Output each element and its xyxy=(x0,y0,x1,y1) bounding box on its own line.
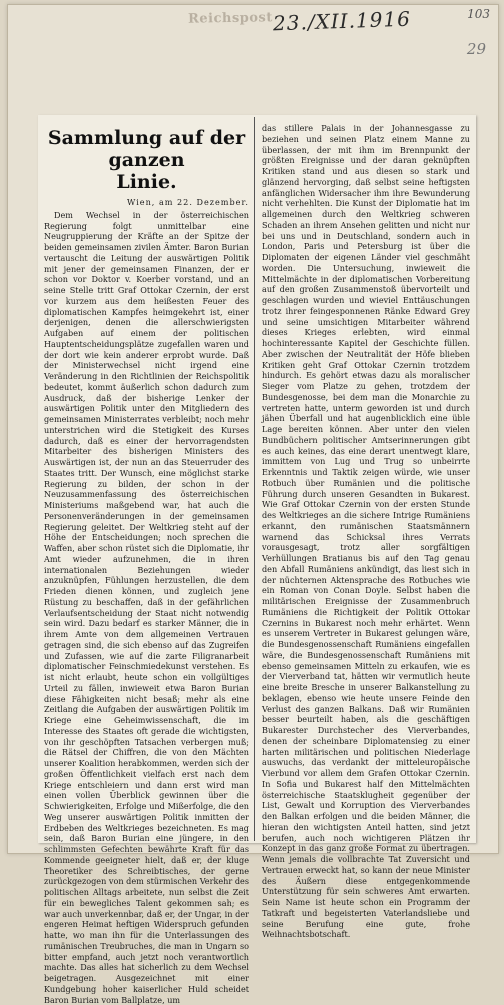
article-body-right: das stillere Palais in der Johannesgasse zu beziehen und seinen Platz einem Manne zu überlassen, der mit ihm im Brennpunkt der größten Ereignisse und der daran geknüpften Kritiken stand und aus diesen so stark und glänzend hervorging, daß selbst seine heftigsten anfänglichen Widersacher ihm ihre Bewunderung nicht verhehlten. Die Kunst der Diplomatie hat im allgemeinen durch den Weltkrieg schweren Schaden an ihrem Ansehen gelitten und nicht nur bei uns und in Deutschland, sondern auch in London, Paris und Petersburg ist über die Diplomaten der eigenen Länder viel geschmäht worden. Die Untersuchung, inwieweit die Mittelmächte in der diplomatischen Vorbereitung auf den großen Zusammenstoß übervorteilt und geschlagen wurden und wieviel Enttäuschungen trotz ihrer feingesponnenen Ränke Edward Grey und seine umsichtigen Mitarbeiter während dieses Krieges erlebten, wird einmal hochinteressante Kapitel der Geschichte füllen. Aber zwischen der Neutralität der Höfe blieben Kritiken geht Graf Ottokar Czernin trotzdem hindurch. Es gehört etwas dazu als moralischer Sieger vom Platze zu gehen, trotzdem der Bundesgenosse, bei dem man die Monarchie zu vertreten hatte, unterm geworden ist und durch jähen Überfall und hat augenblicklich eine üble Lage bereiten können. Aber unter den vielen Bundbüchern politischer Amtserinnerungen gibt es auch keines, das eine derart unentwegt klare, immittem von Lug und Trug so unbeirrte Erkenntnis und Taktik zeigen würde, wie unser Rotbuch über Rumänien und die politische Führung durch unseren Gesandten in Bukarest. Wie Graf Ottokar Czernin von der ersten Stunde des Weltkrieges an die sichere Intrige Rumäniens erkannt, den rumänischen Staatsmännern warnend das Schicksal ihres Verrats vorausgesagt, trotz aller sorgfältigen Verhüllungen Bratianus bis auf den Tag genau den Abfall Rumäniens ankündigt, das liest sich in der nüchternen Aktensprache des Rotbuches wie ein Roman von Conan Doyle. Selbst haben die militärischen Ereignisse der Zusammenbruch Rumäniens die Richtigkeit der Politik Ottokar Czernins in Bukarest noch mehr erhärtet. Wenn es unserem Vertreter in Bukarest gelungen wäre, die Bundesgenossenschaft Rumäniens eingefallen wäre, die Bundesgenossenschaft Rumäniens mit ebenso gemeinsamen Mitteln zu erkaufen, wie es der Vierverband tat, hätten wir vermutlich heute eine breite Bresche in unserer Balkanstellung zu beklagen, ebenso wie heute unsere Feinde den Verlust des ganzen Balkans. Daß wir Rumänien besser beurteilt haben, als die geschäftigen Bukarester Durchstecher des Vierverbandes, denen der scheinbare Diplomatensieg zu einer harten militärischen und politischen Niederlage auswuchs, das verdankt der mitteleuropäische Vierbund vor allem dem Grafen Ottokar Czernin. In Sofia und Bukarest half den Mittelmächten österreichische Staatsklugheit gegenüber der List, Gewalt und Korruption des Vierverbandes den Balkan erfolgen und die beiden Männer, die hieran den wichtigsten Anteil hatten, sind jetzt berufen, auch noch wichtigeren Plätzen ihr Konzept in das ganz große Format zu übertragen. Wenn jemals die vollbrachte Tat Zuversicht und Vertrauen erweckt hat, so kann der neue Minister des Äußern diese entgegenkommende Unterstützung für sein schweres Amt erwarten. Sein Name ist heute schon ein Programm der Tatkraft und begeisterten Vaterlandsliebe und seine Berufung eine gute, frohe Weihnachtsbotschaft. xyxy=(262,123,470,940)
newspaper-clipping xyxy=(38,115,476,1005)
column-divider xyxy=(254,117,255,841)
article-body-left: Dem Wechsel in der österreichischen Regierung folgt unmittelbar eine Neugruppierung der Kräfte an der Spitze der beiden gemeinsamen zivilen Ämter. Baron Burian vertauscht die Leitung der auswärtigen Politik mit jener der gemeinsamen Finanzen, der er schon vor Doktor v. Koerber vorstand, und an seine Stelle tritt Graf Ottokar Czernin, der erst vor kurzem aus dem heißesten Feuer des diplomatischen Kampfes heimgekehrt ist, einer derjenigen, denen die allerschwierigsten Aufgaben auf einem der politischen Hauptentscheidungsplätze zugefallen waren und der dort wie kein anderer erprobt wurde. Daß der Ministerwechsel nicht irgend eine Veränderung in den Richtlinien der Reichspolitik bedeutet, kommt äußerlich schon dadurch zum Ausdruck, daß der bisherige Lenker der auswärtigen Politik unter den Mitgliedern des gemeinsamen Ministerrates verbleibt; noch mehr unterstrichen wird die Stetigkeit des Kurses dadurch, daß es einer der hervorragendsten Mitarbeiter des bisherigen Ministers des Auswärtigen ist, der nun an das Steuerruder des Staates tritt. Der Wunsch, eine möglichst starke Regierung zu bilden, der schon in der Neuzusammenfassung des österreichischen Ministeriums maßgebend war, hat auch die Personenveränderungen in der gemeinsamen Regierung geleitet. Der Weltkrieg steht auf der Höhe der Entscheidungen; noch sprechen die Waffen, aber schon rüstet sich die Diplomatie, ihr Amt wieder aufzunehmen, die in ihren internationalen Beziehungen wieder anzuknüpfen, Fühlungen herzustellen, die dem Frieden dienen können, und zugleich jene Rüstung zu beschaffen, daß in der gefährlichen Verlaufsentscheidung der Staat nicht notwendig sein wird. Dazu bedarf es starker Männer, die in ihrem Amte von dem allgemeinen Vertrauen getragen sind, die sich ebenso auf das Zugreifen und Zufassen, wie auf die zarte Filigranarbeit diplomatischer Feinschmiedekunst verstehen. Es ist nicht erlaubt, heute schon ein vollgültiges Urteil zu fällen, inwieweit etwa Baron Burian diese Fähigkeiten nicht besaß; mehr als eine Zeitlang die Aufgaben der auswärtigen Politik im Kriege eine Geheimwissenschaft, die im Interesse des Staates oft gerade die wichtigsten, von ihr geschöpften Tatsachen verbergen muß; die Rätsel der Chiffren, die von den Mächten unserer Koalition herabkommen, werden sich der großen Öffentlichkeit vielfach erst nach dem Kriege entschleiern und dann erst wird man einen vollen Überblick gewinnen über die Schwierigkeiten, Erfolge und Mißerfolge, die den Weg unserer auswärtigen Politik inmitten der Erdbeben des Weltkrieges bezeichneten. Es mag sein, daß Baron Burian eine jüngere, in den schlimmsten Gefechten bewährte Kraft für das Kommende geeigneter hielt, daß er, der kluge Theoretiker des Schreibtisches, der gerne zurückgezogen von dem stürmischen Verkehr des politischen Alltags arbeitete, nun selbst die Zeit für ein bewegliches Talent gekommen sah; es war auch unverkennbar, daß er, der Ungar, in der engeren Heimat heftigen Widerspruch gefunden hatte, wo man ihn für die Unterlassungen des rumänischen Treubruches, die man in Ungarn so bitter empfand, auch jetzt noch verantwortlich machte. Das alles hat sicherlich zu dem Wechsel beigetragen. Ausgezeichnet mit einer Kundgebung hoher kaiserlicher Huld scheidet Baron Burian vom Ballplatze, um xyxy=(44,209,249,1005)
newspaper-stamp: Reichspost xyxy=(187,10,273,27)
archive-sheet xyxy=(7,4,499,1005)
headline-line-2: Linie. xyxy=(116,171,177,193)
handwritten-date: 23./XII.1916 xyxy=(272,6,412,36)
article-dateline: Wien, am 22. Dezember. xyxy=(127,197,249,207)
article-left-column xyxy=(44,123,249,1005)
page-number: 29 xyxy=(466,40,486,58)
article-headline xyxy=(44,127,249,193)
archive-number: 103 xyxy=(467,7,490,21)
headline-line-1: Sammlung auf der ganzen xyxy=(47,127,246,171)
article-right-column xyxy=(262,123,470,940)
